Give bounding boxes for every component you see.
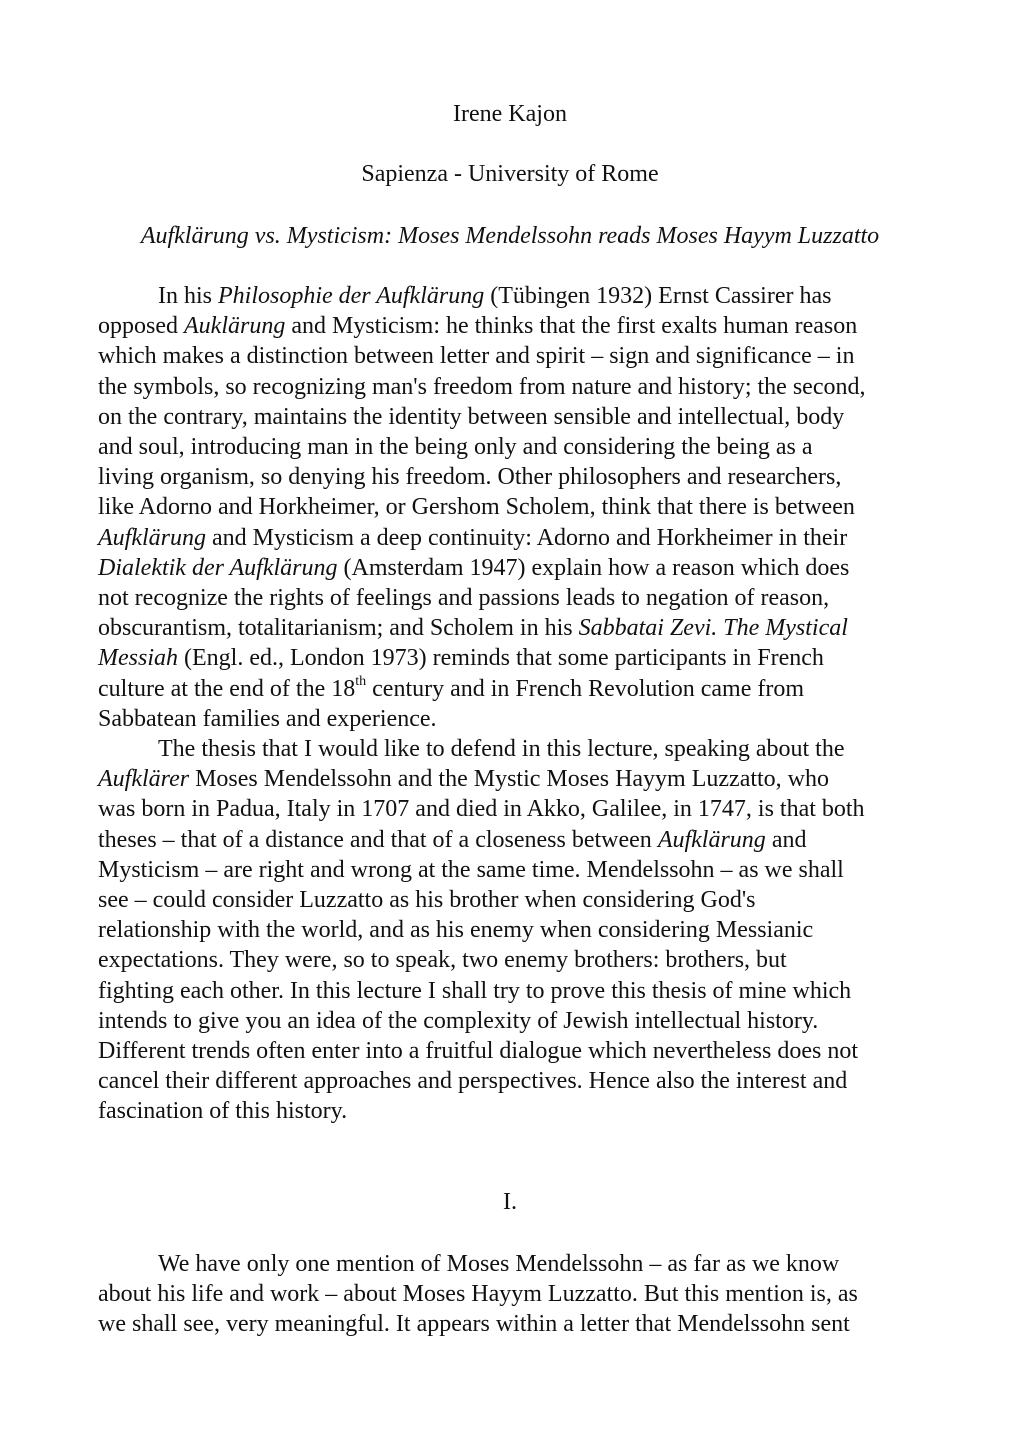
text-line <box>98 311 857 341</box>
text-run: was born in Padua, Italy in 1707 and died in Akko, Galilee, in 1747, is that both <box>98 796 865 823</box>
text-line <box>98 976 851 1006</box>
text-line <box>98 1036 858 1066</box>
text-line <box>98 825 806 855</box>
text-line <box>98 583 829 613</box>
text-line <box>158 734 845 764</box>
text-line <box>98 855 844 885</box>
text-run: We have only one mention of Moses Mendelssohn – as far as we know <box>158 1251 840 1277</box>
section-heading: I. <box>503 1189 517 1215</box>
text-line <box>98 1279 858 1309</box>
text-run: (Amsterdam 1947) explain how a reason which does <box>337 554 850 581</box>
italic-text: Aufklärung <box>98 524 206 551</box>
text-run: not recognize the rights of feelings and passions leads to negation of reason, <box>98 585 830 611</box>
text-run: and Mysticism: he thinks that the first exalts human reason <box>285 313 858 340</box>
text-run: (Tübingen 1932) Ernst Cassirer has <box>484 283 832 309</box>
text-line <box>98 945 787 975</box>
text-line <box>158 281 831 311</box>
text-run: The thesis that I would like to defend in this lecture, speaking about the <box>158 736 845 762</box>
italic-text: Messiah <box>98 645 178 672</box>
text-run: we shall see, very meaningful. It appears within a letter that Mendelssohn sent <box>98 1311 850 1337</box>
text-run: intends to give you an idea of the complexity of Jewish intellectual history. <box>98 1007 819 1034</box>
text-line <box>98 492 855 522</box>
text-line <box>98 523 847 553</box>
text-line <box>98 1066 847 1096</box>
text-line <box>98 553 849 583</box>
text-run: and <box>765 826 807 853</box>
author-name: Irene Kajon <box>453 101 567 127</box>
italic-text: Auklärung <box>184 313 286 340</box>
text-line <box>158 1249 839 1279</box>
text-run: culture at the end of the 18 <box>98 675 356 702</box>
text-run: expectations. They were, so to speak, two enemy brothers: brothers, but <box>98 947 787 974</box>
text-run: fighting each other. In this lecture I shall try to prove this thesis of mine which <box>98 977 852 1004</box>
italic-text: Philosophie der Aufklärung <box>218 283 485 309</box>
text-line <box>98 643 824 673</box>
text-line <box>98 402 844 432</box>
text-line <box>98 764 829 794</box>
text-run: the symbols, so recognizing man's freedom from nature and history; the second, <box>98 373 866 400</box>
text-run: obscurantism, totalitarianism; and Scholem in his <box>98 615 579 642</box>
italic-text: Dialektik der Aufklärung <box>98 554 338 581</box>
text-line <box>98 1309 850 1339</box>
text-line <box>98 432 813 462</box>
text-run: living organism, so denying his freedom. Other philosophers and researchers, <box>98 464 842 491</box>
text-run: (Engl. ed., London 1973) reminds that some participants in French <box>178 645 824 672</box>
italic-text: Sabbatai Zevi. The Mystical <box>578 615 848 642</box>
text-run: about his life and work – about Moses Hayym Luzzatto. But this mention is, as <box>98 1281 858 1307</box>
text-run: on the contrary, maintains the identity between sensible and intellectual, body <box>98 403 845 430</box>
text-run: In his <box>158 283 218 309</box>
text-run: relationship with the world, and as his enemy when considering Messianic <box>98 917 814 944</box>
text-line <box>98 613 848 643</box>
text-run: Sabbatean families and experience. <box>98 705 437 732</box>
text-run: and Mysticism a deep continuity: Adorno and Horkheimer in their <box>206 524 848 551</box>
text-run: cancel their different approaches and perspectives. Hence also the interest and <box>98 1068 848 1095</box>
text-line <box>98 1096 347 1126</box>
text-line <box>98 1006 818 1036</box>
affiliation: Sapienza - University of Rome <box>361 161 659 187</box>
text-run: see – could consider Luzzatto as his brother when considering God's <box>98 887 756 913</box>
italic-text: Aufklärung <box>657 826 766 853</box>
text-run: Mysticism – are right and wrong at the same time. Mendelssohn – as we shall <box>98 856 844 883</box>
text-run: Different trends often enter into a fruitful dialogue which nevertheless does not <box>98 1038 858 1064</box>
text-line <box>98 341 854 371</box>
text-line <box>98 674 804 704</box>
text-line <box>98 885 755 915</box>
text-run: like Adorno and Horkheimer, or Gershom Scholem, think that there is between <box>98 494 855 521</box>
text-run: and soul, introducing man in the being only and considering the being as a <box>98 434 813 460</box>
text-run: century and in French Revolution came from <box>366 675 805 702</box>
text-run: which makes a distinction between letter and spirit – sign and significance – in <box>98 343 855 370</box>
document-title: Aufklärung vs. Mysticism: Moses Mendelssohn reads Moses Hayym Luzzatto <box>140 223 880 249</box>
text-line <box>98 462 841 492</box>
superscript: th <box>355 673 367 689</box>
text-run: opposed <box>98 313 184 340</box>
text-run: Moses Mendelssohn and the Mystic Moses Hayym Luzzatto, who <box>189 766 830 793</box>
italic-text: Aufklärer <box>98 766 190 793</box>
text-run: fascination of this history. <box>98 1098 348 1125</box>
text-line <box>98 794 865 824</box>
text-line <box>98 915 813 945</box>
text-run: theses – that of a distance and that of a closeness between <box>98 826 658 853</box>
text-line <box>98 704 437 734</box>
text-line <box>98 372 865 402</box>
